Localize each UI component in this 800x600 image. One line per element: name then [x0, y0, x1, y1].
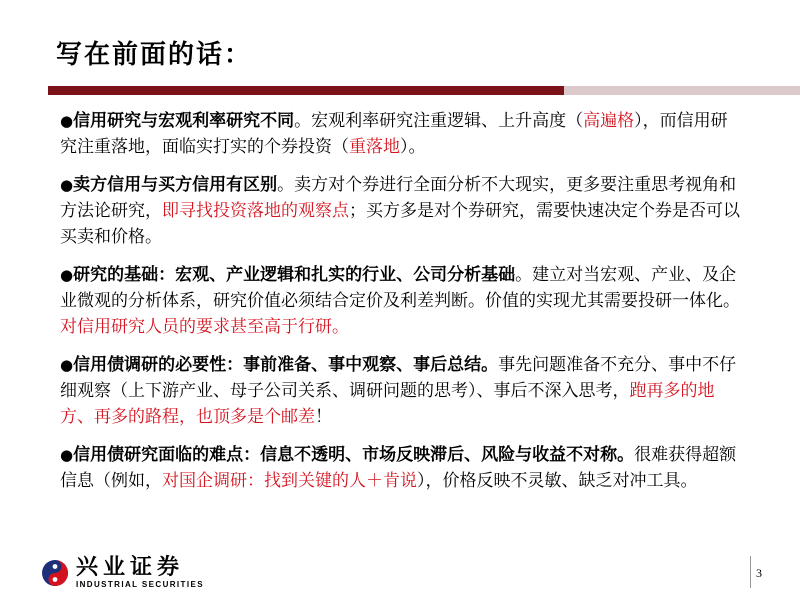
paragraph-3-text: 。建立对当宏观、产业、及企业微观的分析体系，研究价值必须结合定价及利差判断。价值的实现尤其需要投研一体化。 — [60, 265, 740, 311]
slide-title: 写在前面的话： — [56, 40, 253, 70]
company-logo — [40, 556, 204, 590]
paragraph-5-text: 很难获得超额信息（例如， — [60, 445, 737, 491]
bullet-marker: ● — [60, 446, 74, 464]
paragraph-1-highlight: 重落地 — [349, 137, 400, 157]
paragraph-2-bold-lead: 卖方信用与买方信用有区别 — [73, 175, 278, 195]
bullet-paragraph-1 — [60, 108, 740, 160]
bullet-list — [60, 108, 740, 506]
company-emblem-icon — [40, 558, 70, 588]
bullet-marker: ● — [60, 112, 74, 130]
paragraph-1-highlight: 高遍格 — [583, 111, 635, 131]
footer-divider — [750, 556, 751, 588]
bullet-marker: ● — [60, 176, 74, 194]
paragraph-2-text: ；买方多是对个券研究，需要快速决定个券是否可以买卖和价格。 — [60, 201, 740, 247]
bullet-paragraph-5 — [60, 442, 740, 494]
bullet-marker: ● — [60, 266, 74, 284]
paragraph-1-text: ）。 — [400, 137, 426, 157]
paragraph-2-highlight: 即寻找投资落地的观察点 — [162, 201, 349, 221]
bullet-paragraph-2 — [60, 172, 740, 250]
company-name-en: INDUSTRIAL SECURITIES — [76, 580, 204, 589]
title-divider-dark — [48, 86, 564, 95]
paragraph-5-text: ），价格反映不灵敏、缺乏对冲工具。 — [417, 471, 698, 491]
paragraph-5-highlight: 对国企调研：找到关键的人＋肯说 — [162, 471, 417, 491]
paragraph-4-text: 事先问题准备不充分、事中不仔细观察（上下游产业、母子公司关系、调研问题的思考）、事后不深入思考， — [60, 355, 737, 401]
paragraph-4-highlight: 跑再多的地方、再多的路程，也顶多是个邮差 — [60, 381, 715, 427]
paragraph-1-text: ），而信用研究注重落地，面临实打实的个券投资（ — [60, 111, 728, 157]
paragraph-3-highlight: 对信用研究人员的要求甚至高于行研。 — [60, 317, 349, 337]
title-divider-light — [564, 86, 800, 95]
paragraph-1-text: 。宏观利率研究注重逻辑、上升高度（ — [294, 111, 584, 131]
company-name — [76, 556, 204, 590]
title-divider — [48, 86, 800, 95]
paragraph-1-bold-lead: 信用研究与宏观利率研究不同 — [73, 111, 295, 131]
paragraph-4-bold-lead: 信用债调研的必要性：事前准备、事中观察、事后总结。 — [73, 355, 499, 375]
bullet-marker: ● — [60, 356, 74, 374]
paragraph-3-bold-lead: 研究的基础：宏观、产业逻辑和扎实的行业、公司分析基础 — [73, 265, 516, 285]
paragraph-2-text: 。卖方对个券进行全面分析不大现实，更多要注重思考视角和方法论研究， — [60, 175, 737, 221]
bullet-paragraph-4 — [60, 352, 740, 430]
bullet-paragraph-3 — [60, 262, 740, 340]
company-name-cn: 兴业证券 — [76, 555, 185, 580]
page-number: 3 — [756, 566, 762, 580]
paragraph-5-bold-lead: 信用债研究面临的难点：信息不透明、市场反映滞后、风险与收益不对称。 — [73, 445, 635, 465]
paragraph-4-text: ！ — [315, 407, 332, 427]
